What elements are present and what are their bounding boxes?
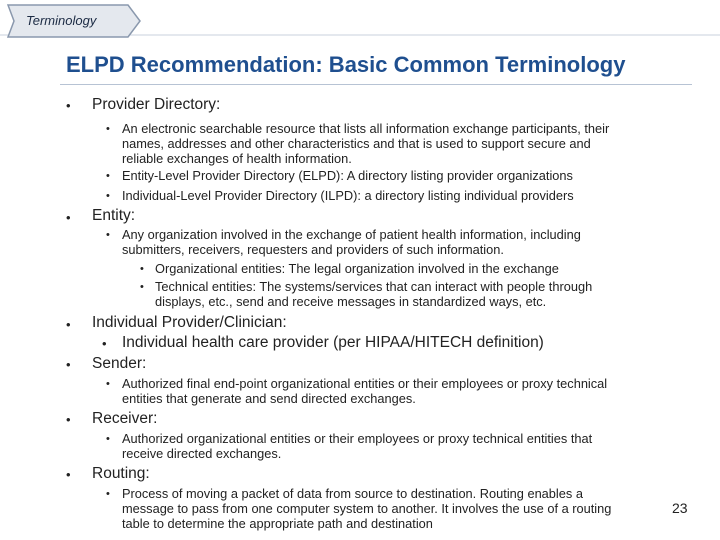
entity-definition-line: submitters, receivers, requesters and providers of such information.: [122, 242, 504, 257]
individual-provider-heading: Individual Provider/Clinician:: [92, 314, 287, 331]
tab-label: Terminology: [26, 13, 97, 28]
ilpd-definition: Individual-Level Provider Directory (ILPD): a directory listing individual providers: [122, 188, 574, 203]
bullet: •: [66, 467, 71, 482]
bullet: •: [66, 357, 71, 372]
bullet: •: [140, 263, 144, 275]
tab-shape: [0, 0, 720, 44]
sender-heading: Sender:: [92, 355, 147, 372]
bullet: •: [106, 170, 110, 182]
bullet: •: [106, 123, 110, 135]
bullet: •: [66, 412, 71, 427]
bullet: •: [66, 317, 71, 332]
bullet: •: [66, 98, 71, 113]
provider-directory-definition-line: An electronic searchable resource that lists all information exchange participants, their: [122, 121, 610, 136]
receiver-definition-line: receive directed exchanges.: [122, 446, 282, 461]
bullet: •: [106, 190, 110, 202]
section-tab: [0, 0, 720, 44]
bullet: •: [106, 229, 110, 241]
bullet: •: [106, 378, 110, 390]
page-number: 23: [672, 500, 688, 516]
bullet: •: [66, 210, 71, 225]
receiver-heading: Receiver:: [92, 410, 158, 427]
receiver-definition-line: Authorized organizational entities or their employees or proxy technical entities that: [122, 431, 593, 446]
routing-heading: Routing:: [92, 465, 150, 482]
sender-definition-line: entities that generate and send directed exchanges.: [122, 391, 416, 406]
routing-definition-line: Process of moving a packet of data from source to destination. Routing enables a: [122, 486, 583, 501]
entity-heading: Entity:: [92, 207, 136, 224]
slide-title: ELPD Recommendation: Basic Common Terminology: [66, 52, 626, 77]
individual-provider-definition: Individual health care provider (per HIPAA/HITECH definition): [122, 334, 544, 351]
routing-definition-line: message to pass from one computer system to another. It involves the use of a routing: [122, 501, 612, 516]
sender-definition-line: Authorized final end-point organizational entities or their employees or proxy technical: [122, 376, 608, 391]
entity-definition-line: Any organization involved in the exchange of patient health information, including: [122, 227, 581, 242]
technical-entities-line: Technical entities: The systems/services that can interact with people through: [155, 279, 593, 294]
bullet: •: [140, 281, 144, 293]
organizational-entities: Organizational entities: The legal organization involved in the exchange: [155, 261, 559, 276]
bullet: •: [106, 433, 110, 445]
title-divider: [60, 84, 692, 85]
routing-definition-line: table to determine the appropriate path and destination: [122, 516, 433, 531]
bullet: •: [102, 336, 107, 351]
provider-directory-definition-line: reliable exchanges of health information.: [122, 151, 352, 166]
technical-entities-line: displays, etc., send and receive messages in standardized ways, etc.: [155, 294, 547, 309]
provider-directory-heading: Provider Directory:: [92, 96, 221, 113]
elpd-definition: Entity-Level Provider Directory (ELPD): A directory listing provider organizations: [122, 168, 573, 183]
provider-directory-definition-line: names, addresses and other characteristics and that is used to support secure and: [122, 136, 591, 151]
bullet: •: [106, 488, 110, 500]
